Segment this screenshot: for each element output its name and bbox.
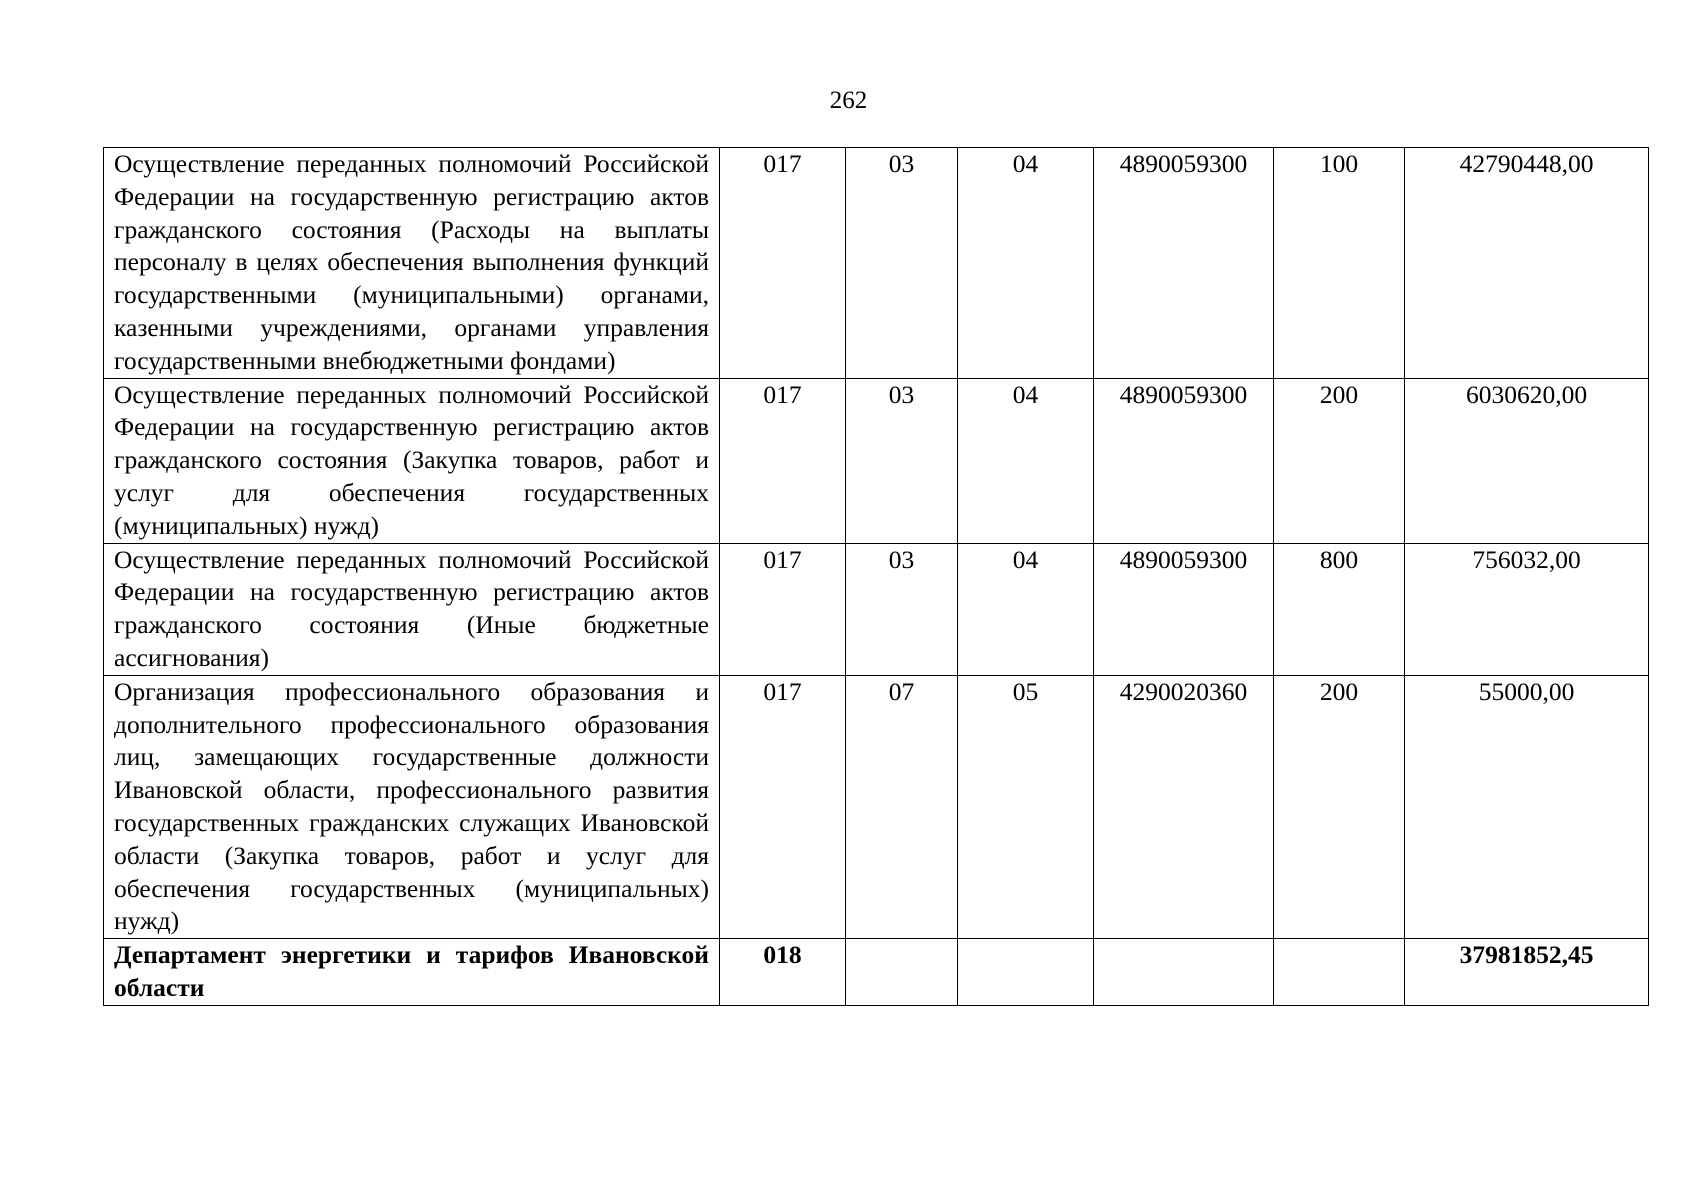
target-article-code xyxy=(1094,939,1274,1006)
expense-type-code xyxy=(1274,939,1405,1006)
ministry-code: 017 xyxy=(720,148,846,379)
ministry-code: 017 xyxy=(720,378,846,543)
target-article-code: 4890059300 xyxy=(1094,543,1274,675)
target-article-code: 4890059300 xyxy=(1094,378,1274,543)
row-name: Осуществление переданных полномочий Российской Федерации на государственную регистрацию актов гражданского состояния (Закупка товаров, работ и услуг для обеспечения государственных (муниципальных) нужд) xyxy=(104,378,720,543)
section-code: 07 xyxy=(846,675,958,938)
target-article-code: 4890059300 xyxy=(1094,148,1274,379)
page-number: 262 xyxy=(829,87,868,114)
section-code: 03 xyxy=(846,378,958,543)
target-article-code: 4290020360 xyxy=(1094,675,1274,938)
expense-type-code: 200 xyxy=(1274,675,1405,938)
section-code: 03 xyxy=(846,543,958,675)
expense-type-code: 100 xyxy=(1274,148,1405,379)
subsection-code: 04 xyxy=(958,543,1094,675)
row-name: Организация профессионального образования и дополнительного профессионального образования лиц, замещающих государственные должности Ивановской области, профессионального развития государственных гражданских служащих Ивановской области (Закупка товаров, работ и услуг для обеспечения государственных (муниципальных) нужд) xyxy=(104,675,720,938)
section-code: 03 xyxy=(846,148,958,379)
budget-table xyxy=(103,147,1649,1006)
table-row xyxy=(104,148,1649,379)
subsection-code xyxy=(958,939,1094,1006)
subsection-code: 04 xyxy=(958,148,1094,379)
ministry-code: 017 xyxy=(720,543,846,675)
table-row xyxy=(104,675,1649,938)
department-amount: 37981852,45 xyxy=(1405,939,1649,1006)
amount: 6030620,00 xyxy=(1405,378,1649,543)
table-row xyxy=(104,543,1649,675)
amount: 756032,00 xyxy=(1405,543,1649,675)
amount: 42790448,00 xyxy=(1405,148,1649,379)
row-name: Осуществление переданных полномочий Российской Федерации на государственную регистрацию актов гражданского состояния (Иные бюджетные ассигнования) xyxy=(104,543,720,675)
table-row xyxy=(104,378,1649,543)
subsection-code: 04 xyxy=(958,378,1094,543)
expense-type-code: 200 xyxy=(1274,378,1405,543)
department-name: Департамент энергетики и тарифов Ивановской области xyxy=(104,939,720,1006)
row-name: Осуществление переданных полномочий Российской Федерации на государственную регистрацию актов гражданского состояния (Расходы на выплаты персоналу в целях обеспечения выполнения функций государственными (муниципальными) органами, казенными учреждениями, органами управления государственными внебюджетными фондами) xyxy=(104,148,720,379)
ministry-code: 018 xyxy=(720,939,846,1006)
department-total-row xyxy=(104,939,1649,1006)
section-code xyxy=(846,939,958,1006)
expense-type-code: 800 xyxy=(1274,543,1405,675)
subsection-code: 05 xyxy=(958,675,1094,938)
amount: 55000,00 xyxy=(1405,675,1649,938)
ministry-code: 017 xyxy=(720,675,846,938)
